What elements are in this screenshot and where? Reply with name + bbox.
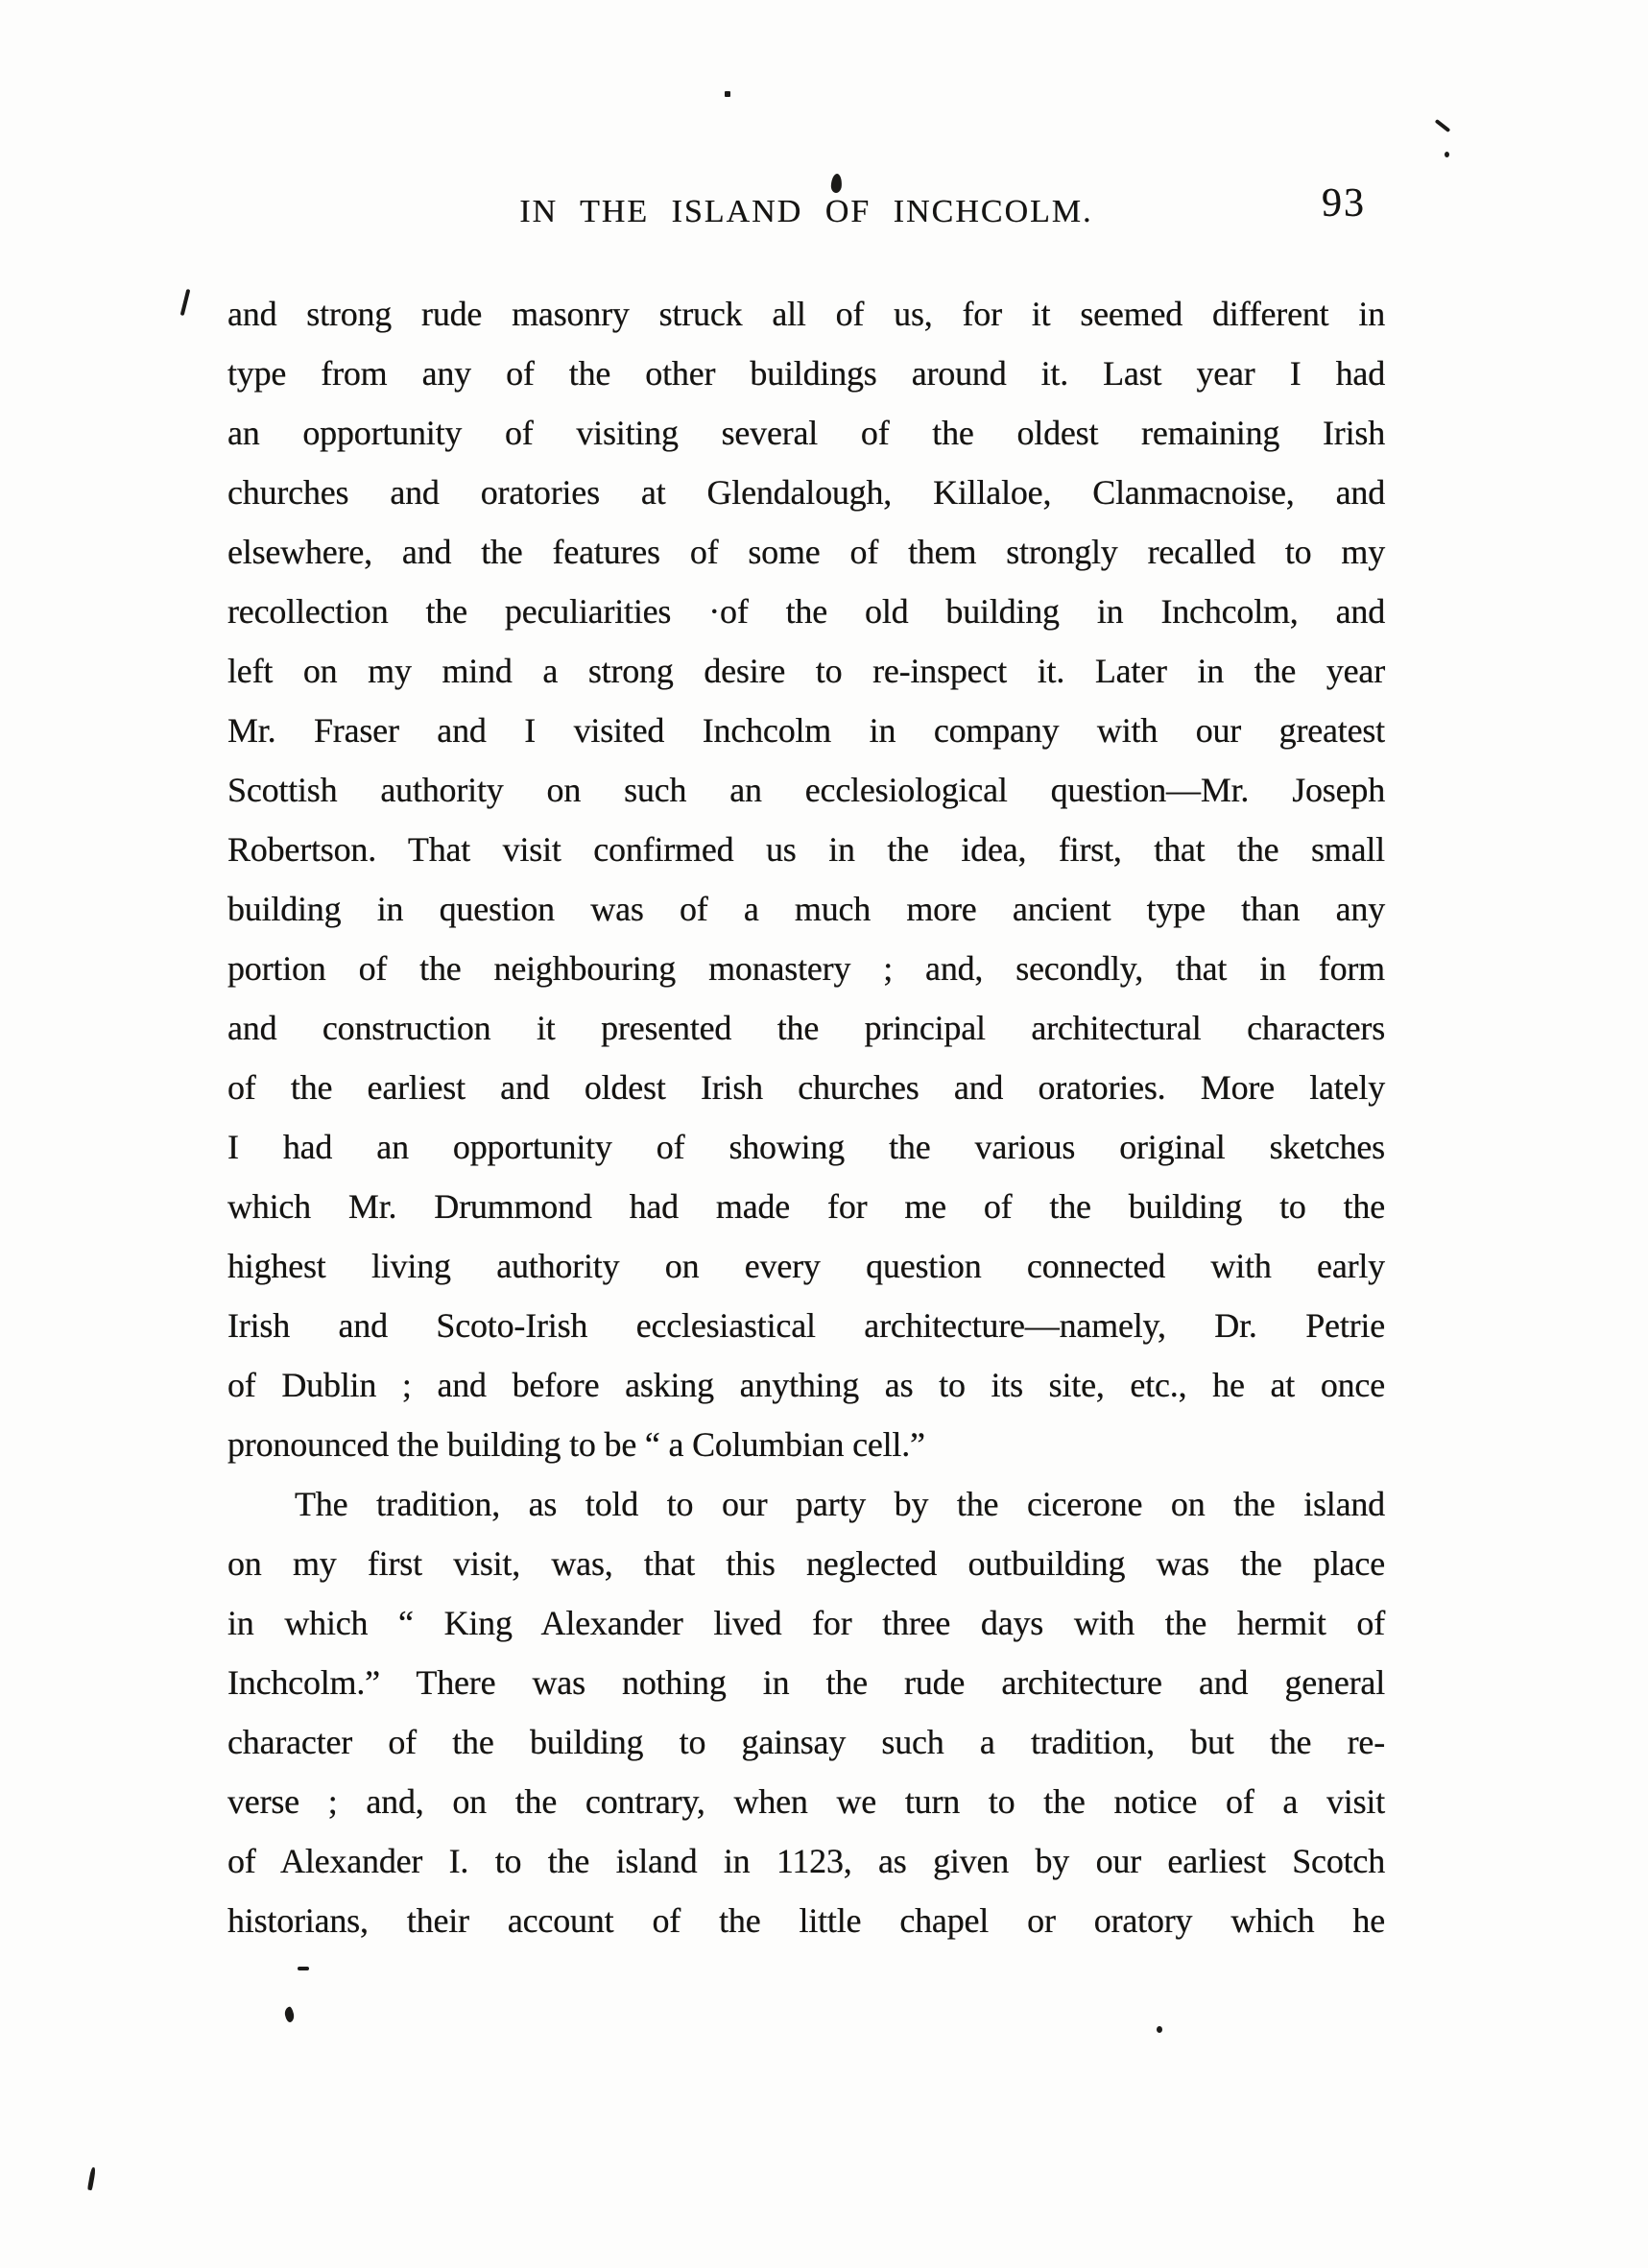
text-line: of Dublin ; and before asking anything as to its site, etc., he at once [227,1366,1385,1404]
text-line: pronounced the building to be “ a Columbian cell.” [227,1425,925,1464]
running-head-title: IN THE ISLAND OF INCHCOLM. [519,194,1093,229]
page-body [227,284,1385,1950]
text-line: Scottish authority on such an ecclesiological question—Mr. Joseph [227,771,1385,809]
text-line: on my first visit, was, that this neglected outbuilding was the place [227,1544,1385,1583]
ink-dot-top-right [1445,152,1449,157]
text-line: Mr. Fraser and I visited Inchcolm in company with our greatest [227,711,1385,750]
text-line: Irish and Scoto-Irish ecclesiastical architecture—namely, Dr. Petrie [227,1306,1385,1345]
text-line: which Mr. Drummond had made for me of the building to the [227,1187,1385,1226]
text-line: an opportunity of visiting several of the oldest remaining Irish [227,414,1385,452]
text-line: historians, their account of the little chapel or oratory which he [227,1901,1385,1940]
text-line: The tradition, as told to our party by the cicerone on the island [295,1485,1385,1523]
text-line: building in question was of a much more ancient type than any [227,890,1385,928]
page-number: 93 [1322,181,1366,226]
text-line: recollection the peculiarities ·of the old building in Inchcolm, and [227,592,1385,631]
text-line: elsewhere, and the features of some of them strongly recalled to my [227,533,1385,571]
text-line: and strong rude masonry struck all of us, for it seemed different in [227,295,1385,333]
text-line: character of the building to gainsay such a tradition, but the re- [227,1723,1385,1761]
ink-dash-lower-left [298,1967,309,1970]
text-line: Robertson. That visit confirmed us in the idea, first, that the small [227,830,1385,869]
text-line: churches and oratories at Glendalough, Killaloe, Clanmacnoise, and [227,473,1385,512]
text-line: Inchcolm.” There was nothing in the rude architecture and general [227,1663,1385,1702]
paragraph [227,284,1385,1474]
ink-comma-lower-left [283,2006,295,2023]
text-line: I had an opportunity of showing the various original sketches [227,1128,1385,1166]
tick-mark-bottom-left [87,2167,96,2191]
text-line: in which “ King Alexander lived for three days with the hermit of [227,1604,1385,1642]
ink-drop-above-title [830,174,842,194]
paragraph [227,1474,1385,1950]
text-line: left on my mind a strong desire to re-inspect it. Later in the year [227,652,1385,690]
text-line: verse ; and, on the contrary, when we turn to the notice of a visit [227,1782,1385,1821]
ink-dot-lower-right [1157,2026,1162,2033]
text-line: portion of the neighbouring monastery ; and, secondly, that in form [227,949,1385,988]
ink-speck-top-center [725,91,730,97]
text-line: highest living authority on every question connected with early [227,1247,1385,1285]
tick-mark-top-right [1435,119,1451,132]
text-line: of Alexander I. to the island in 1123, as given by our earliest Scotch [227,1842,1385,1880]
text-line: of the earliest and oldest Irish churches and oratories. More lately [227,1068,1385,1107]
text-line: and construction it presented the principal architectural characters [227,1009,1385,1047]
text-line: type from any of the other buildings around it. Last year I had [227,354,1385,393]
pen-slash-upper-left [180,289,191,316]
